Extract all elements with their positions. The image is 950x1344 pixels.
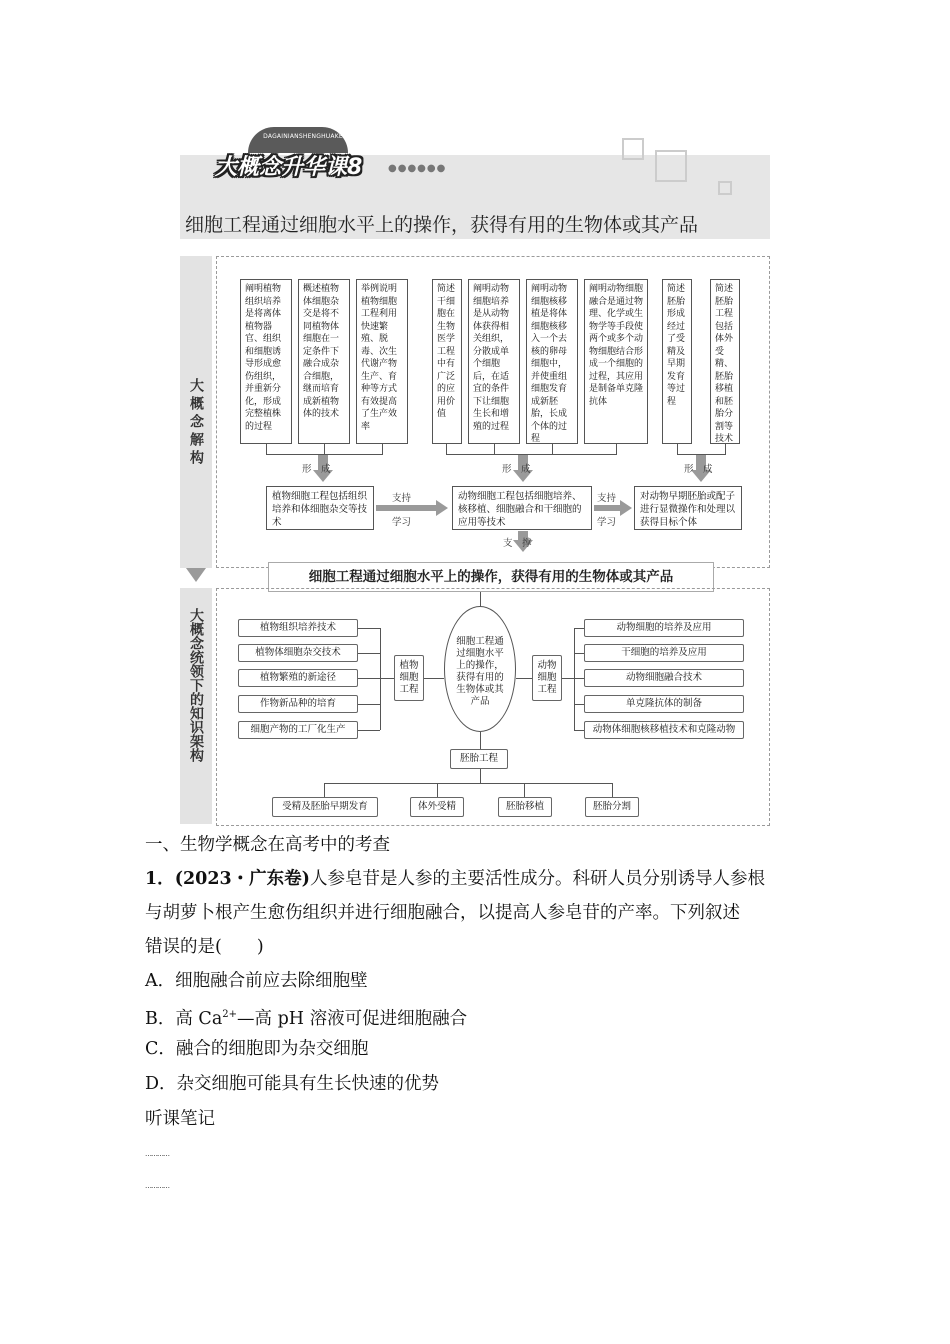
connector-line (324, 783, 325, 797)
support-label: 支持 (597, 493, 617, 504)
question-line-3: 错误的是( ) (145, 937, 264, 957)
connector-line (574, 628, 584, 629)
plant-node: 植物细胞工程 (394, 655, 424, 701)
connector-line (574, 730, 584, 731)
banner-subtitle: 细胞工程通过细胞水平上的操作，获得有用的生物体或其产品 (185, 214, 699, 236)
question-line-1 (145, 862, 825, 896)
support-down-label: 支 撑 (503, 538, 532, 549)
right-arrow-head (620, 500, 632, 516)
plant-item: 细胞产物的工厂化生产 (238, 721, 358, 739)
form-label: 形 成 (502, 464, 531, 475)
connector-line (380, 628, 381, 730)
embryo-item: 体外受精 (410, 797, 464, 817)
connector-line (524, 783, 525, 797)
connector-line (480, 732, 481, 749)
notes-dots: ………… (145, 1150, 169, 1158)
connector-line (480, 769, 481, 783)
animal-item: 干细胞的培养及应用 (584, 644, 744, 662)
support-label: 支持 (392, 493, 412, 504)
concept-box: 阐明动物细胞培养是从动物体获得相关组织，分散成单个细胞后，在适宜的条件下让细胞生长和增殖的过程 (468, 279, 520, 444)
connector-line (574, 653, 584, 654)
connector-line (424, 678, 444, 679)
animal-item: 动物体细胞核移植技术和克隆动物 (584, 721, 744, 739)
connector-line (612, 783, 613, 797)
question-line-2: 与胡萝卜根产生愈伤组织并进行细胞融合，以提高人参皂苷的产率。下列叙述 (145, 903, 740, 923)
option-d: D．杂交细胞可能具有生长快速的优势 (145, 1074, 440, 1094)
connector-line (324, 444, 325, 454)
badge-subtitle: DAGAINIANSHENGHUAKE (263, 133, 343, 140)
superscript: 2+ (222, 1009, 237, 1020)
banner-decor-dots: ●●●●●● (388, 163, 447, 174)
connector-line (358, 628, 380, 629)
concept-box: 简述胚胎工程包括体外受精、胚胎移植和胚胎分割等技术 (710, 279, 740, 444)
connector-line (725, 444, 726, 454)
concept-box: 阐明动物细胞核移植是将体细胞核移入一个去核的卵母细胞中，并使重组细胞发育成新胚胎，长成个体的过程 (526, 279, 578, 444)
option-b (145, 998, 467, 1036)
concept-box: 简述胚胎形成经过了受精及早期发育等过程 (662, 279, 692, 444)
connector-line (358, 653, 380, 654)
learn-label: 学习 (597, 517, 617, 528)
learn-label: 学习 (392, 517, 412, 528)
decor-square (622, 138, 644, 160)
form-label: 形 成 (302, 464, 331, 475)
plant-item: 植物组织培养技术 (238, 619, 358, 637)
right-arrow-head (436, 500, 448, 516)
form-label: 形 成 (684, 464, 713, 475)
plant-item: 作物新品种的培育 (238, 695, 358, 713)
option-c: C．融合的细胞即为杂交细胞 (145, 1039, 369, 1059)
option-a: A．细胞融合前应去除细胞壁 (145, 971, 368, 991)
option-b-text: B．高 Ca (145, 1008, 223, 1029)
connector-line (574, 628, 575, 730)
connector-line (616, 444, 617, 454)
connector-line (358, 704, 380, 705)
connector-line (382, 444, 383, 454)
connector-line (380, 678, 394, 679)
summary-embryo: 对动物早期胚胎或配子进行显微操作和处理以获得目标个体 (634, 486, 742, 530)
section2-label: 大概念统领下的知识架构 (188, 608, 204, 762)
connector-line (446, 444, 447, 454)
decor-square (655, 150, 687, 182)
embryo-item: 受精及胚胎早期发育 (272, 797, 378, 817)
animal-item: 单克隆抗体的制备 (584, 695, 744, 713)
embryo-item: 胚胎分割 (585, 797, 639, 817)
animal-node: 动物细胞工程 (532, 655, 562, 701)
connector-line (494, 444, 495, 454)
connector-line (358, 730, 380, 731)
badge-title: 大概念升华课8 (215, 155, 363, 180)
connector-line (437, 783, 438, 797)
central-concept-bar: 细胞工程通过细胞水平上的操作，获得有用的生物体或其产品 (268, 562, 714, 592)
concept-box: 简述干细胞在生物医学工程中有广泛的应用价值 (432, 279, 462, 444)
plant-item: 植物繁殖的新途径 (238, 669, 358, 687)
connector-line (552, 444, 553, 454)
concept-box: 阐明动物细胞融合是通过物理、化学或生物学等手段使两个或多个动物细胞结合形成一个细胞的过程，其应用是制备单克隆抗体 (584, 279, 648, 444)
option-b-text: —高 pH 溶液可促进细胞融合 (237, 1008, 468, 1029)
question-text: 人参皂苷是人参的主要活性成分。科研人员分别诱导人参根 (309, 869, 765, 889)
connector-line (266, 444, 267, 454)
question-number: 1． (145, 869, 175, 889)
center-oval-text: 细胞工程通过细胞水平上的操作，获得有用的生物体或其产品 (456, 636, 504, 707)
embryo-item: 胚胎移植 (498, 797, 552, 817)
section-heading: 一、生物学概念在高考中的考查 (145, 835, 390, 855)
sidebar-down-arrow (186, 568, 206, 582)
connector-line (324, 783, 612, 784)
concept-box: 概述植物体细胞杂交是将不同植物体细胞在一定条件下融合成杂合细胞，继而培育成新植物体的技术 (298, 279, 350, 444)
section1-label: 大概念解构 (188, 378, 204, 468)
connector-line (562, 678, 574, 679)
connector-line (358, 678, 380, 679)
concept-box: 阐明植物组织培养是将离体植物器官、组织和细胞诱导形成愈伤组织，并重新分化，形成完整植株的过程 (240, 279, 292, 444)
concept-box: 举例说明植物细胞工程利用快速繁殖、脱毒、次生代谢产物生产、育种等方式有效提高了生产效率 (356, 279, 408, 444)
plant-item: 植物体细胞杂交技术 (238, 644, 358, 662)
animal-item: 动物细胞融合技术 (584, 669, 744, 687)
notes-label: 听课笔记 (145, 1109, 215, 1129)
summary-plant: 植物细胞工程包括组织培养和体细胞杂交等技术 (266, 486, 374, 530)
animal-item: 动物细胞的培养及应用 (584, 619, 744, 637)
connector-line (677, 444, 678, 454)
summary-animal: 动物细胞工程包括细胞培养、核移植、细胞融合和干细胞的应用等技术 (452, 486, 592, 530)
question-source: (2023・广东卷) (174, 869, 310, 889)
right-arrow-shaft (376, 505, 438, 511)
right-arrow-shaft (594, 505, 622, 511)
connector-line (516, 678, 532, 679)
connector-line (574, 678, 584, 679)
decor-square (718, 181, 732, 195)
connector-line (574, 704, 584, 705)
notes-dots: ………… (145, 1182, 169, 1190)
embryo-node: 胚胎工程 (450, 749, 508, 769)
connector-line (446, 454, 617, 455)
